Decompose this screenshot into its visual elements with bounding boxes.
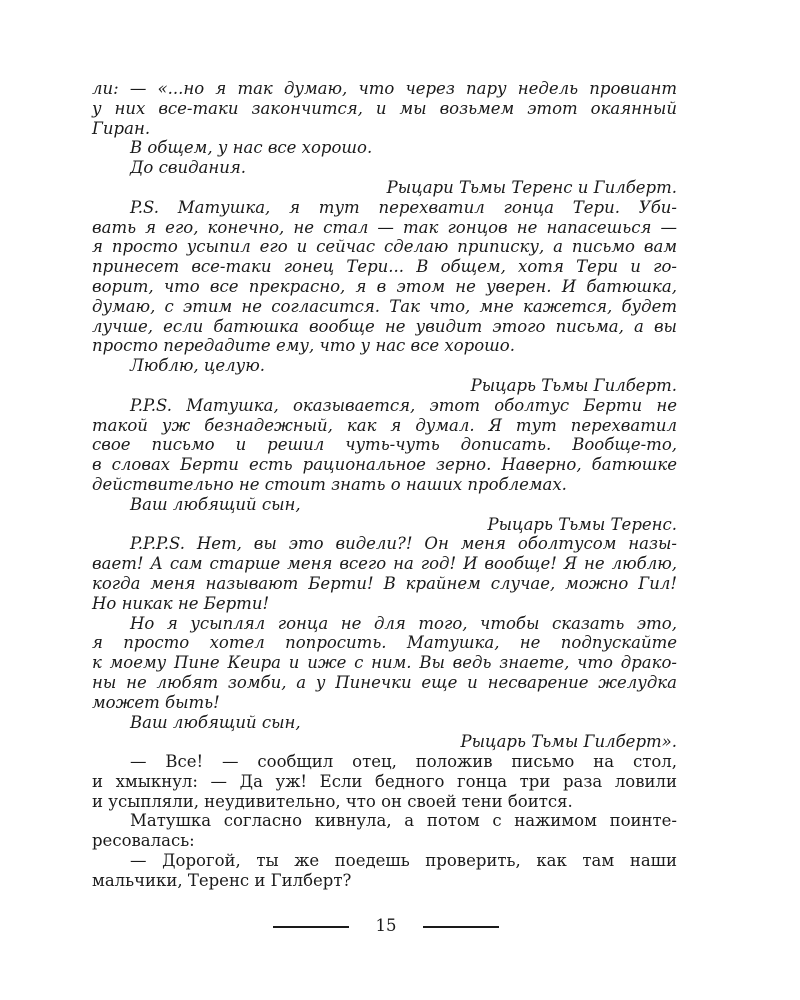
text-line: в словах Берти есть рациональное зерно. Наверно, батюшке bbox=[92, 455, 677, 475]
text-line: свое письмо и решил чуть-чуть дописать. Вообще-то, bbox=[92, 435, 677, 455]
text-line: В общем, у нас все хорошо. bbox=[130, 138, 373, 158]
text-line: и хмыкнул: — Да уж! Если бедного гонца три раза ловили bbox=[92, 771, 677, 791]
text-line: ны не любят зомби, а у Пинечки еще и несварение желудка bbox=[92, 672, 677, 692]
text-line: P.P.P.S. Нет, вы это видели?! Он меня оболтусом назы- bbox=[130, 534, 677, 554]
text-line: действительно не стоит знать о наших проблемах. bbox=[92, 474, 567, 494]
text-line: Рыцари Тьмы Теренс и Гилберт. bbox=[386, 177, 677, 197]
text-line: P.P.S. Матушка, оказывается, этот оболтус Берти не bbox=[130, 395, 677, 415]
text-line: P.S. Матушка, я тут перехватил гонца Тери. Уби- bbox=[130, 197, 677, 217]
text-line: лучше, если батюшка вообще не увидит этого письма, а вы bbox=[92, 316, 677, 336]
text-line: — Все! — сообщил отец, положив письмо на стол, bbox=[130, 752, 677, 772]
text-line: просто передадите ему, что у нас все хорошо. bbox=[92, 336, 515, 356]
text-line: Рыцарь Тьмы Гилберт. bbox=[470, 375, 677, 395]
text-line: и усыпляли, неудивительно, что он своей тени боится. bbox=[92, 791, 573, 811]
text-line: когда меня называют Берти! В крайнем случае, можно Гил! bbox=[92, 573, 677, 593]
text-line: Рыцарь Тьмы Гилберт». bbox=[460, 732, 677, 752]
text-line: может быть! bbox=[92, 692, 220, 712]
text-line: вать я его, конечно, не стал — так гонцов не напасешься — bbox=[92, 217, 677, 237]
text-line: у них все-таки закончится, и мы возьмем этот окаянный bbox=[92, 98, 677, 118]
text-line: Гиран. bbox=[92, 118, 151, 138]
text-line: Но никак не Берти! bbox=[92, 593, 270, 613]
text-line: принесет все-таки гонец Тери... В общем, хотя Тери и го- bbox=[92, 257, 677, 277]
text-line: такой уж безнадежный, как я думал. Я тут перехватил bbox=[92, 415, 677, 435]
text-line: Матушка согласно кивнула, а потом с нажимом поинте- bbox=[130, 811, 677, 831]
page-number: 15 bbox=[375, 916, 397, 935]
footer-rule-right bbox=[423, 926, 499, 928]
book-page-text bbox=[92, 79, 677, 891]
text-line: думаю, с этим не согласится. Так что, мне кажется, будет bbox=[92, 296, 677, 316]
page-footer bbox=[0, 914, 800, 938]
text-line: До свидания. bbox=[130, 158, 247, 178]
text-line: Но я усыплял гонца не для того, чтобы сказать это, bbox=[130, 613, 677, 633]
text-line: ворит, что все прекрасно, я в этом не уверен. И батюшка, bbox=[92, 276, 677, 296]
text-line: я просто хотел попросить. Матушка, не подпускайте bbox=[92, 633, 677, 653]
text-line: к моему Пине Кеира и иже с ним. Вы ведь знаете, что драко- bbox=[92, 653, 677, 673]
text-line: Ваш любящий сын, bbox=[130, 494, 301, 514]
text-line: — Дорогой, ты же поедешь проверить, как там наши bbox=[130, 851, 677, 871]
text-line: Рыцарь Тьмы Теренс. bbox=[487, 514, 677, 534]
footer-rule-left bbox=[273, 926, 349, 928]
text-line: мальчики, Теренс и Гилберт? bbox=[92, 870, 352, 890]
text-line: Люблю, целую. bbox=[130, 356, 266, 376]
text-line: вает! А сам старше меня всего на год! И вообще! Я не люблю, bbox=[92, 554, 677, 574]
text-line: ли: — «...но я так думаю, что через пару недель провиант bbox=[92, 79, 677, 98]
text-line: Ваш любящий сын, bbox=[130, 712, 301, 732]
text-line: я просто усыпил его и сейчас сделаю приписку, а письмо вам bbox=[92, 237, 677, 257]
text-line: ресовалась: bbox=[92, 831, 195, 851]
